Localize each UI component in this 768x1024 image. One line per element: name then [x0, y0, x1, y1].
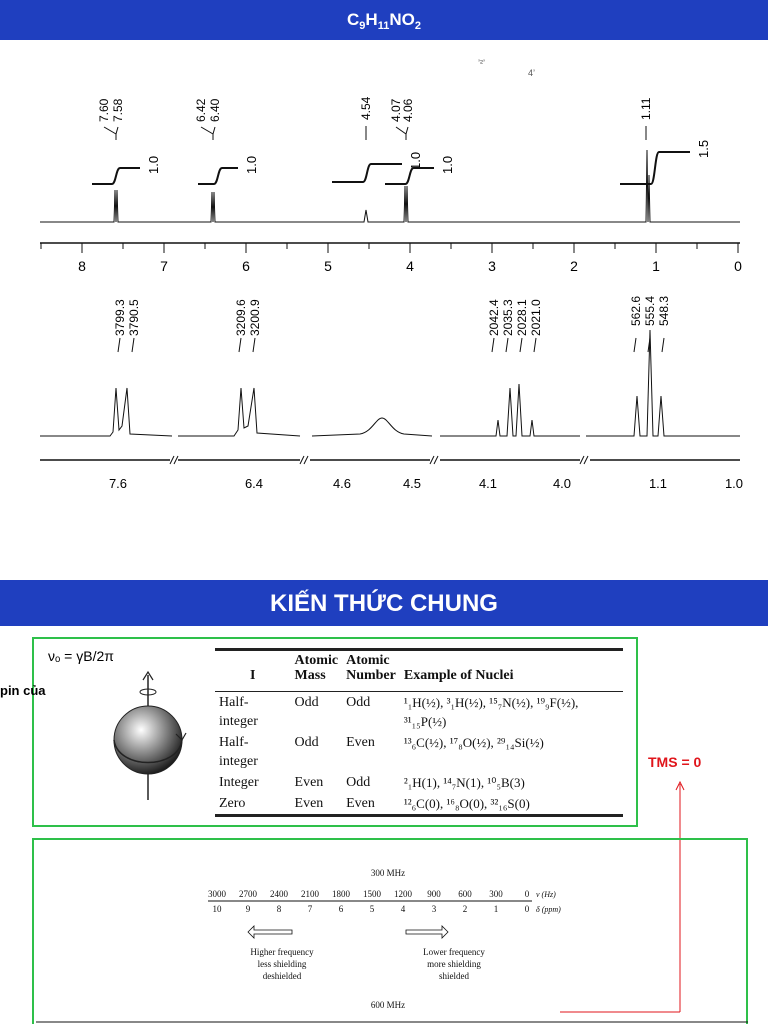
hz-scale-900: 900 — [427, 889, 441, 899]
zoom-axis-labels — [109, 476, 743, 491]
ppm-tick-5: 5 — [324, 258, 332, 274]
tms-label: TMS = 0 — [648, 754, 702, 770]
nuclei-cell: ¹₁H(½), ³₁H(½), ¹⁵₇N(½), ¹⁹₉F(½), ³¹₁₅P(½) — [403, 695, 579, 729]
col-header-atomic-mass: Atomic Mass — [294, 653, 339, 683]
hz-label-548.3: 548.3 — [657, 295, 671, 326]
hz-scale-3000: 3000 — [208, 889, 226, 899]
spin-cell: Zero — [219, 796, 246, 811]
spin-cell: Integer — [219, 775, 259, 790]
peak-label-4.54: 4.54 — [359, 96, 373, 120]
svg-text:more shielding: more shielding — [427, 959, 481, 969]
section-title: KIẾN THỨC CHUNG — [270, 590, 498, 617]
zoom-axis — [40, 456, 740, 464]
integral-curves — [92, 140, 711, 184]
faint-fragment-b: 4’ — [528, 68, 536, 78]
ppm-scale-6: 6 — [338, 904, 344, 914]
hz-label-3200.9: 3200.9 — [248, 299, 262, 336]
ppm-unit: δ (ppm) — [536, 905, 561, 914]
ppm-tick-4: 4 — [406, 258, 414, 274]
zoom-tick-1.1: 1.1 — [648, 476, 668, 491]
mass-cell: Even — [294, 775, 324, 790]
hz-scale-1800: 1800 — [332, 889, 350, 899]
ppm-scale-1: 1 — [493, 904, 499, 914]
larmor-equation: νₒ = γB/2π — [48, 648, 114, 664]
integral-value: 1.0 — [440, 155, 455, 174]
cut-off-text: pin của — [0, 683, 46, 698]
peak-label-6.40: 6.40 — [208, 98, 222, 122]
hz-label-3799.3: 3799.3 — [113, 299, 127, 336]
hz-scale-1200: 1200 — [394, 889, 412, 899]
field-300-label: 300 MHz — [370, 868, 406, 878]
shielding-scale-box — [32, 838, 748, 1024]
integral-value: 1.0 — [146, 155, 161, 174]
svg-text:Higher frequency: Higher frequency — [250, 947, 314, 957]
ppm-tick-1: 1 — [652, 258, 660, 274]
svg-text:shielded: shielded — [439, 971, 469, 981]
peak-label-4.06: 4.06 — [401, 98, 415, 122]
number-cell: Even — [346, 796, 375, 811]
ppm-scale-2: 2 — [462, 904, 468, 914]
hz-label-562.6: 562.6 — [629, 295, 643, 326]
ppm-tick-3: 3 — [488, 258, 496, 274]
zoom-tick-4.0: 4.0 — [552, 476, 572, 491]
ppm-scale-9: 9 — [245, 904, 251, 914]
hz-label-3790.5: 3790.5 — [127, 299, 141, 336]
col-header-example-nuclei: Example of Nuclei — [403, 668, 514, 683]
hz-scale-300: 300 — [489, 889, 503, 899]
spin-cell: Half-integer — [219, 735, 258, 769]
peak-label-4.07: 4.07 — [389, 98, 403, 122]
ppm-scale-3: 3 — [431, 904, 437, 914]
mass-cell: Odd — [294, 695, 319, 710]
formula-title: $C_9H_{11}NO_2$ — [347, 10, 421, 32]
ppm-tick-2: 2 — [570, 258, 578, 274]
mass-cell: Odd — [294, 735, 319, 750]
hz-scale-2100: 2100 — [301, 889, 319, 899]
mass-cell: Even — [294, 796, 324, 811]
svg-text:deshielded: deshielded — [262, 971, 302, 981]
hz-scale-2400: 2400 — [270, 889, 288, 899]
integral-value: 1.0 — [408, 151, 423, 170]
hz-label-2042.4: 2042.4 — [487, 299, 501, 336]
table-row — [215, 732, 623, 772]
hz-label-555.4: 555.4 — [643, 295, 657, 326]
ppm-scale-0: 0 — [524, 904, 530, 914]
ppm-tick-8: 8 — [78, 258, 86, 274]
ppm-scale-5: 5 — [369, 904, 375, 914]
table-row — [215, 772, 623, 793]
ppm-tick-6: 6 — [242, 258, 250, 274]
zoom-tick-6.4: 6.4 — [244, 476, 264, 491]
peak-label-1.11: 1.11 — [639, 97, 653, 120]
ppm-tick-0: 0 — [734, 258, 742, 274]
hz-scale-0: 0 — [524, 889, 530, 899]
zoom-tick-4.5: 4.5 — [402, 476, 422, 491]
hz-scale-600: 600 — [458, 889, 472, 899]
hz-scale-1500: 1500 — [363, 889, 381, 899]
ppm-scale-7: 7 — [307, 904, 313, 914]
hz-peak-labels — [113, 296, 671, 352]
number-cell: Odd — [346, 695, 371, 710]
nuclei-cell: ²₁H(1), ¹⁴₇N(1), ¹⁰₅B(3) — [403, 775, 525, 790]
zoom-tick-4.1: 4.1 — [478, 476, 498, 491]
faint-fragment-a: ’²’ — [478, 58, 485, 68]
number-cell: Odd — [346, 775, 371, 790]
hz-unit: ν (Hz) — [536, 890, 556, 899]
integral-value: 1.0 — [244, 155, 259, 174]
ppm-tick-7: 7 — [160, 258, 168, 274]
zoom-tick-4.6: 4.6 — [332, 476, 352, 491]
ppm-scale-4: 4 — [400, 904, 406, 914]
col-header-atomic-number: Atomic Number — [346, 653, 396, 683]
peak-label-6.42: 6.42 — [194, 98, 208, 122]
col-header-i: I — [250, 668, 256, 683]
hz-label-2028.1: 2028.1 — [515, 299, 529, 336]
top-peak-labels — [97, 96, 653, 140]
nuclei-cell: ¹³₆C(½), ¹⁷₈O(½), ²⁹₁₄Si(½) — [403, 735, 544, 750]
spectrum-trace — [40, 150, 740, 222]
number-cell: Even — [346, 735, 375, 750]
svg-text:less shielding: less shielding — [257, 959, 307, 969]
ppm-scale-8: 8 — [276, 904, 282, 914]
field-600-label: 600 MHz — [370, 1000, 406, 1010]
hz-label-2035.3: 2035.3 — [501, 299, 515, 336]
table-row — [215, 793, 623, 816]
integral-value: 1.5 — [696, 139, 711, 158]
hz-label-2021.0: 2021.0 — [529, 299, 543, 336]
hz-scale-2700: 2700 — [239, 889, 257, 899]
svg-text:Lower frequency: Lower frequency — [423, 947, 485, 957]
nuclei-cell: ¹²₆C(0), ¹⁶₈O(0), ³²₁₆S(0) — [403, 796, 530, 811]
hz-label-3209.6: 3209.6 — [234, 299, 248, 336]
ppm-axis-ticks — [41, 243, 742, 274]
peak-label-7.58: 7.58 — [111, 98, 125, 122]
section-title-banner — [0, 580, 768, 626]
zoom-tick-7.6: 7.6 — [108, 476, 128, 491]
ppm-scale-10: 10 — [212, 904, 222, 914]
zoom-tick-1.0: 1.0 — [724, 476, 744, 491]
nuclei-spin-table — [215, 648, 623, 817]
table-row — [215, 692, 623, 733]
spin-cell: Half-integer — [219, 695, 258, 729]
peak-label-7.60: 7.60 — [97, 98, 111, 122]
